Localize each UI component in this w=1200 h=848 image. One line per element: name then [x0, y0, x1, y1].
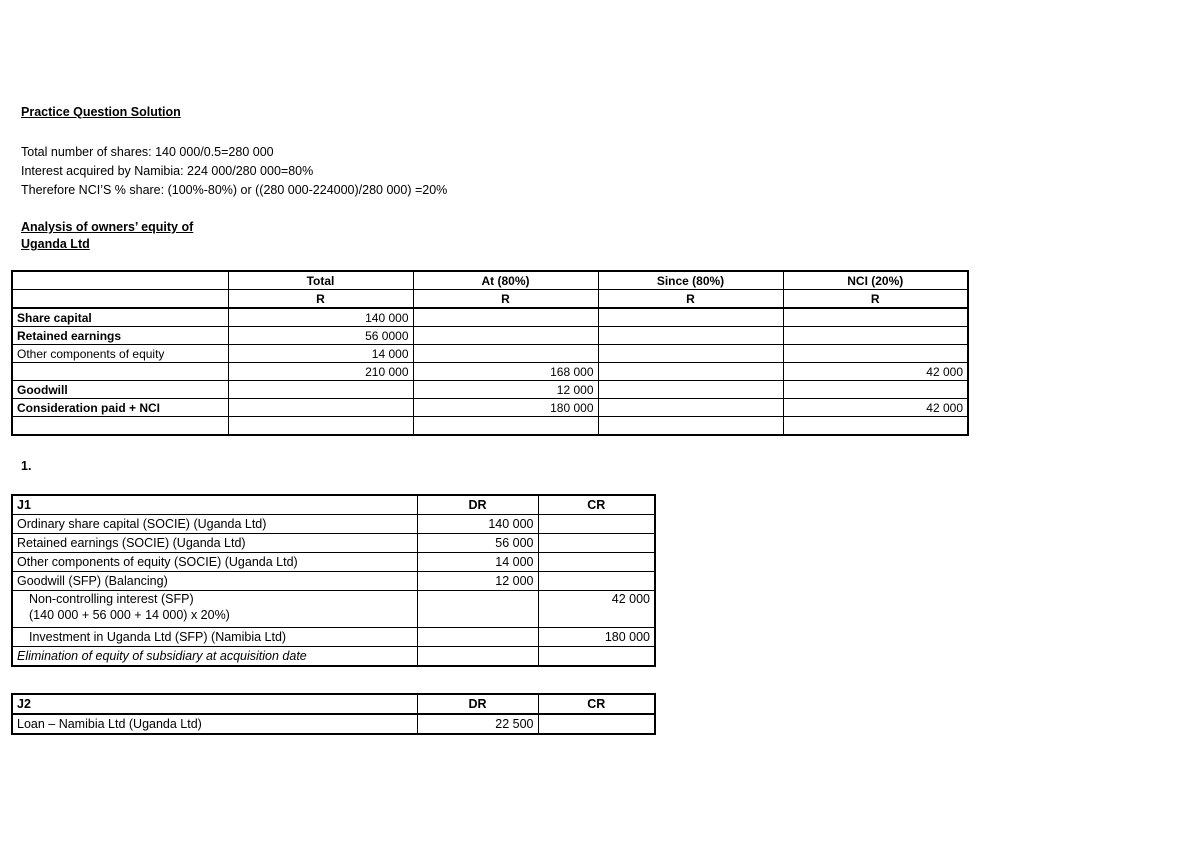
journal-narration: Elimination of equity of subsidiary at acquisition date	[12, 647, 417, 667]
column-header-since: Since (80%)	[598, 271, 783, 290]
entry-text: Investment in Uganda Ltd (SFP) (Namibia Ltd)	[12, 628, 417, 647]
dr-amount: 14 000	[417, 553, 538, 572]
since-cell	[598, 381, 783, 399]
journal-title: J2	[12, 694, 417, 714]
table-row	[12, 572, 655, 591]
dr-amount: 140 000	[417, 515, 538, 534]
table-row	[12, 515, 655, 534]
entry-text: Other components of equity (SOCIE) (Uganda Ltd)	[12, 553, 417, 572]
row-label	[12, 417, 228, 436]
row-label: Other components of equity	[12, 345, 228, 363]
cr-header: CR	[538, 495, 655, 515]
nci-cell	[783, 345, 968, 363]
nci-cell	[783, 417, 968, 436]
table-row	[12, 290, 968, 309]
cr-amount: 180 000	[538, 628, 655, 647]
table-row	[12, 591, 655, 628]
row-label: Goodwill	[12, 381, 228, 399]
calc-interest-acquired: Interest acquired by Namibia: 224 000/280 000=80%	[21, 164, 314, 178]
dr-amount: 56 000	[417, 534, 538, 553]
since-cell	[598, 417, 783, 436]
dr-header: DR	[417, 495, 538, 515]
table-row	[12, 495, 655, 515]
table-row	[12, 694, 655, 714]
analysis-table	[11, 270, 969, 436]
unit-cell: R	[228, 290, 413, 309]
table-row	[12, 534, 655, 553]
dr-header: DR	[417, 694, 538, 714]
nci-cell	[783, 308, 968, 327]
table-row	[12, 345, 968, 363]
since-cell	[598, 363, 783, 381]
table-row	[12, 628, 655, 647]
unit-cell: R	[413, 290, 598, 309]
at-cell: 12 000	[413, 381, 598, 399]
since-cell	[598, 345, 783, 363]
page-title: Practice Question Solution	[21, 105, 181, 119]
dr-amount	[417, 647, 538, 667]
analysis-title-line2: Uganda Ltd	[21, 237, 90, 251]
total-cell	[228, 399, 413, 417]
at-cell	[413, 417, 598, 436]
since-cell	[598, 308, 783, 327]
journal-j1-table	[11, 494, 656, 667]
at-cell: 168 000	[413, 363, 598, 381]
row-label: Consideration paid + NCI	[12, 399, 228, 417]
cr-amount	[538, 647, 655, 667]
nci-cell	[783, 381, 968, 399]
entry-text: Loan – Namibia Ltd (Uganda Ltd)	[12, 714, 417, 734]
cr-amount	[538, 572, 655, 591]
at-cell: 180 000	[413, 399, 598, 417]
row-label	[12, 363, 228, 381]
total-cell: 56 0000	[228, 327, 413, 345]
column-header-nci: NCI (20%)	[783, 271, 968, 290]
entry-text: Retained earnings (SOCIE) (Uganda Ltd)	[12, 534, 417, 553]
table-row	[12, 308, 968, 327]
table-cell	[12, 271, 228, 290]
nci-line-1: Non-controlling interest (SFP)	[29, 592, 194, 606]
journal-title: J1	[12, 495, 417, 515]
unit-cell: R	[783, 290, 968, 309]
row-label: Share capital	[12, 308, 228, 327]
at-cell	[413, 308, 598, 327]
analysis-title-line1: Analysis of owners’ equity of	[21, 220, 194, 234]
table-row	[12, 381, 968, 399]
calc-nci-share: Therefore NCI’S % share: (100%-80%) or ((280 000-224000)/280 000) =20%	[21, 183, 448, 197]
entry-text: Ordinary share capital (SOCIE) (Uganda Ltd)	[12, 515, 417, 534]
cr-amount	[538, 534, 655, 553]
column-header-at: At (80%)	[413, 271, 598, 290]
entry-text: Goodwill (SFP) (Balancing)	[12, 572, 417, 591]
entry-text-nci	[12, 591, 417, 628]
table-row	[12, 553, 655, 572]
section-number: 1.	[21, 459, 32, 473]
dr-amount	[417, 591, 538, 628]
table-row	[12, 399, 968, 417]
row-label: Retained earnings	[12, 327, 228, 345]
column-header-total: Total	[228, 271, 413, 290]
nci-line-2: (140 000 + 56 000 + 14 000) x 20%)	[29, 608, 230, 622]
cr-header: CR	[538, 694, 655, 714]
table-row	[12, 647, 655, 667]
dr-amount: 22 500	[417, 714, 538, 734]
total-cell	[228, 381, 413, 399]
calc-total-shares: Total number of shares: 140 000/0.5=280 000	[21, 145, 274, 159]
cr-amount	[538, 553, 655, 572]
nci-cell: 42 000	[783, 363, 968, 381]
table-row	[12, 714, 655, 734]
since-cell	[598, 399, 783, 417]
table-row	[12, 417, 968, 436]
since-cell	[598, 327, 783, 345]
at-cell	[413, 345, 598, 363]
total-cell: 14 000	[228, 345, 413, 363]
nci-cell: 42 000	[783, 399, 968, 417]
table-row	[12, 327, 968, 345]
total-cell: 210 000	[228, 363, 413, 381]
cr-amount	[538, 714, 655, 734]
journal-j2-table	[11, 693, 656, 735]
cr-amount	[538, 515, 655, 534]
cr-amount: 42 000	[538, 591, 655, 628]
dr-amount: 12 000	[417, 572, 538, 591]
unit-cell: R	[598, 290, 783, 309]
dr-amount	[417, 628, 538, 647]
table-row	[12, 271, 968, 290]
table-cell	[12, 290, 228, 309]
total-cell: 140 000	[228, 308, 413, 327]
at-cell	[413, 327, 598, 345]
table-row	[12, 363, 968, 381]
nci-cell	[783, 327, 968, 345]
total-cell	[228, 417, 413, 436]
